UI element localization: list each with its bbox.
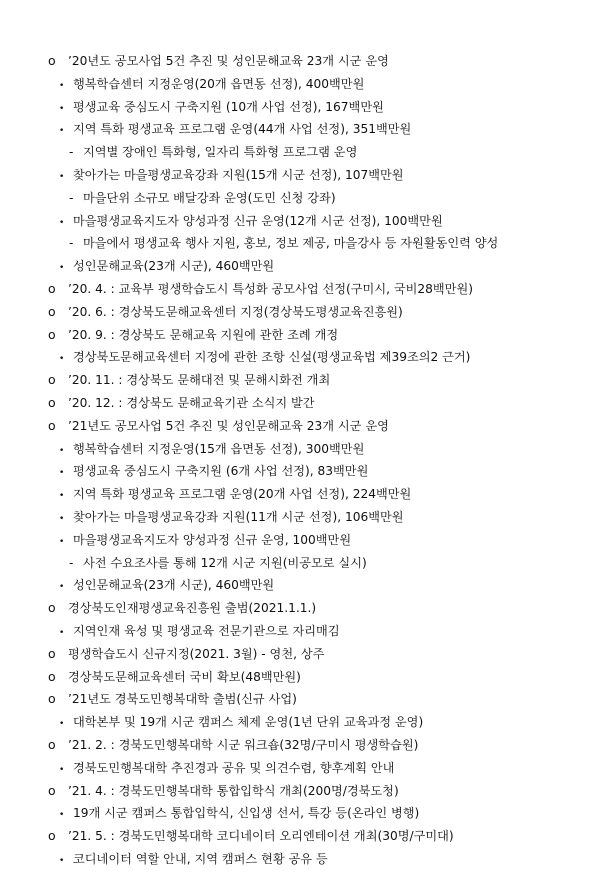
line-text: ’20. 12. : 경상북도 문해교육기관 소식지 발간 — [68, 395, 315, 410]
bullet-item — [48, 164, 600, 187]
line-text: 19개 시군 캠퍼스 통합입학식, 신입생 선서, 특강 등(온라인 병행) — [73, 806, 420, 821]
circle-bullet-marker: o — [48, 828, 56, 844]
section-item — [48, 597, 600, 620]
circle-bullet-marker: o — [48, 326, 56, 342]
dot-bullet-marker: • — [59, 80, 65, 91]
bullet-item — [48, 346, 600, 369]
dot-bullet-marker: • — [59, 468, 65, 479]
dot-bullet-marker: • — [59, 126, 65, 137]
section-item — [48, 278, 600, 301]
line-text: ’20. 6. : 경상북도문해교육센터 지정(경상북도평생교육진흥원) — [68, 304, 403, 319]
line-text: 대학본부 및 19개 시군 캠퍼스 체제 운영(1년 단위 교육과정 운영) — [73, 715, 424, 730]
line-text: 행복학습센터 지정운영(20개 읍면동 선정), 400백만원 — [73, 76, 365, 91]
circle-bullet-marker: o — [48, 417, 56, 433]
document-body — [48, 50, 600, 871]
line-text: 지역 특화 평생교육 프로그램 운영(44개 사업 선정), 351백만원 — [73, 122, 412, 137]
bullet-item — [48, 620, 600, 643]
dot-bullet-marker: • — [59, 855, 65, 866]
section-item — [48, 643, 600, 666]
line-text: 성인문해교육(23개 시군), 460백만원 — [73, 259, 275, 274]
section-item — [48, 301, 600, 324]
line-text: 찾아가는 마을평생교육강좌 지원(15개 시군 선정), 107백만원 — [73, 167, 404, 182]
dash-bullet-marker: - — [69, 555, 74, 570]
bullet-item — [48, 73, 600, 96]
line-text: ’21. 5. : 경북도민행복대학 코디네이터 오리엔테이션 개최(30명/구미대) — [68, 829, 454, 844]
sub-bullet-item — [48, 187, 600, 210]
sub-bullet-item — [48, 232, 600, 255]
dot-bullet-marker: • — [59, 103, 65, 114]
section-item — [48, 688, 600, 711]
line-text: 마을에서 평생교육 행사 지원, 홍보, 정보 제공, 마을강사 등 자원활동인력 양성 — [83, 236, 499, 251]
line-text: ’20. 4. : 교육부 평생학습도시 특성화 공모사업 선정(구미시, 국비28백만원) — [68, 281, 473, 296]
line-text: ’20년도 공모사업 5건 추진 및 성인문해교육 23개 시군 운영 — [68, 54, 389, 68]
line-text: 경상북도문해교육센터 국비 확보(48백만원) — [68, 669, 301, 684]
line-text: 사전 수요조사를 통해 12개 시군 지원(비공모로 실시) — [83, 555, 367, 570]
circle-bullet-marker: o — [48, 53, 56, 68]
line-text: 평생교육 중심도시 구축지원 (10개 사업 선정), 167백만원 — [73, 99, 384, 114]
bullet-item — [48, 848, 600, 871]
dot-bullet-marker: • — [59, 536, 65, 547]
line-text: 경북도민행복대학 추진경과 공유 및 의견수렴, 향후계획 안내 — [73, 760, 395, 775]
section-item — [48, 324, 600, 347]
line-text: 평생교육 중심도시 구축지원 (6개 사업 선정), 83백만원 — [73, 464, 369, 479]
circle-bullet-marker: o — [48, 645, 56, 661]
dot-bullet-marker: • — [59, 171, 65, 182]
bullet-item — [48, 255, 600, 278]
line-text: ’21년도 경북도민행복대학 출범(신규 사업) — [68, 692, 297, 707]
dot-bullet-marker: • — [59, 627, 65, 638]
dot-bullet-marker: • — [59, 354, 65, 365]
dot-bullet-marker: • — [59, 513, 65, 524]
circle-bullet-marker: o — [48, 736, 56, 752]
line-text: 경상북도문해교육센터 지정에 관한 조항 신설(평생교육법 제39조의2 근거) — [73, 350, 471, 365]
bullet-item — [48, 118, 600, 141]
dot-bullet-marker: • — [59, 263, 65, 274]
dot-bullet-marker: • — [59, 491, 65, 502]
circle-bullet-marker: o — [48, 782, 56, 798]
circle-bullet-marker: o — [48, 691, 56, 707]
bullet-item — [48, 757, 600, 780]
line-text: ’20. 11. : 경상북도 문해대전 및 문해시화전 개최 — [68, 373, 331, 388]
circle-bullet-marker: o — [48, 303, 56, 319]
section-item — [48, 415, 600, 438]
line-text: 지역별 장애인 특화형, 일자리 특화형 프로그램 운영 — [83, 145, 358, 160]
line-text: ’21. 4. : 경북도민행복대학 통합입학식 개최(200명/경북도청) — [68, 783, 399, 798]
bullet-item — [48, 574, 600, 597]
bullet-item — [48, 460, 600, 483]
dot-bullet-marker: • — [59, 764, 65, 775]
circle-bullet-marker: o — [48, 372, 56, 388]
sub-bullet-item — [48, 141, 600, 164]
line-text: 경상북도인재평생교육진흥원 출범(2021.1.1.) — [68, 601, 317, 616]
circle-bullet-marker: o — [48, 280, 56, 296]
dash-bullet-marker: - — [69, 190, 74, 205]
line-text: ’20. 9. : 경상북도 문해교육 지원에 관한 조례 개정 — [68, 327, 339, 342]
line-text: 찾아가는 마을평생교육강좌 지원(11개 시군 선정), 106백만원 — [73, 509, 404, 524]
line-text: ’21년도 공모사업 5건 추진 및 성인문해교육 23개 시군 운영 — [68, 418, 389, 433]
bullet-item — [48, 438, 600, 461]
line-text: 마을평생교육지도자 양성과정 신규 운영, 100백만원 — [73, 532, 352, 547]
dot-bullet-marker: • — [59, 810, 65, 821]
dot-bullet-marker: • — [59, 582, 65, 593]
bullet-item — [48, 802, 600, 825]
dot-bullet-marker: • — [59, 719, 65, 730]
line-text: ’21. 2. : 경북도민행복대학 시군 워크숍(32명/구미시 평생학습원) — [68, 737, 419, 752]
line-text: 평생학습도시 신규지정(2021. 3월) - 영천, 상주 — [68, 646, 325, 661]
line-text: 지역인재 육성 및 평생교육 전문기관으로 자리매김 — [73, 623, 340, 638]
line-text: 마을평생교육지도자 양성과정 신규 운영(12개 시군 선정), 100백만원 — [73, 213, 443, 228]
bullet-item — [48, 210, 600, 233]
section-item — [48, 392, 600, 415]
line-text: 성인문해교육(23개 시군), 460백만원 — [73, 578, 275, 593]
section-item — [48, 780, 600, 803]
section-item — [48, 666, 600, 689]
dash-bullet-marker: - — [69, 236, 74, 251]
bullet-item — [48, 506, 600, 529]
sub-bullet-item — [48, 552, 600, 575]
bullet-item — [48, 529, 600, 552]
section-item — [48, 50, 600, 73]
line-text: 지역 특화 평생교육 프로그램 운영(20개 사업 선정), 224백만원 — [73, 487, 412, 502]
bullet-item — [48, 711, 600, 734]
bullet-item — [48, 96, 600, 119]
section-item — [48, 734, 600, 757]
dot-bullet-marker: • — [59, 217, 65, 228]
bullet-item — [48, 483, 600, 506]
section-item — [48, 369, 600, 392]
dash-bullet-marker: - — [69, 145, 74, 160]
dot-bullet-marker: • — [59, 445, 65, 456]
circle-bullet-marker: o — [48, 394, 56, 410]
line-text: 마을단위 소규모 배달강좌 운영(도민 신청 강좌) — [83, 190, 336, 205]
line-text: 코디네이터 역할 안내, 지역 캠퍼스 현황 공유 등 — [73, 851, 328, 866]
section-item — [48, 825, 600, 848]
line-text: 행복학습센터 지정운영(15개 읍면동 선정), 300백만원 — [73, 441, 365, 456]
circle-bullet-marker: o — [48, 600, 56, 616]
circle-bullet-marker: o — [48, 668, 56, 684]
